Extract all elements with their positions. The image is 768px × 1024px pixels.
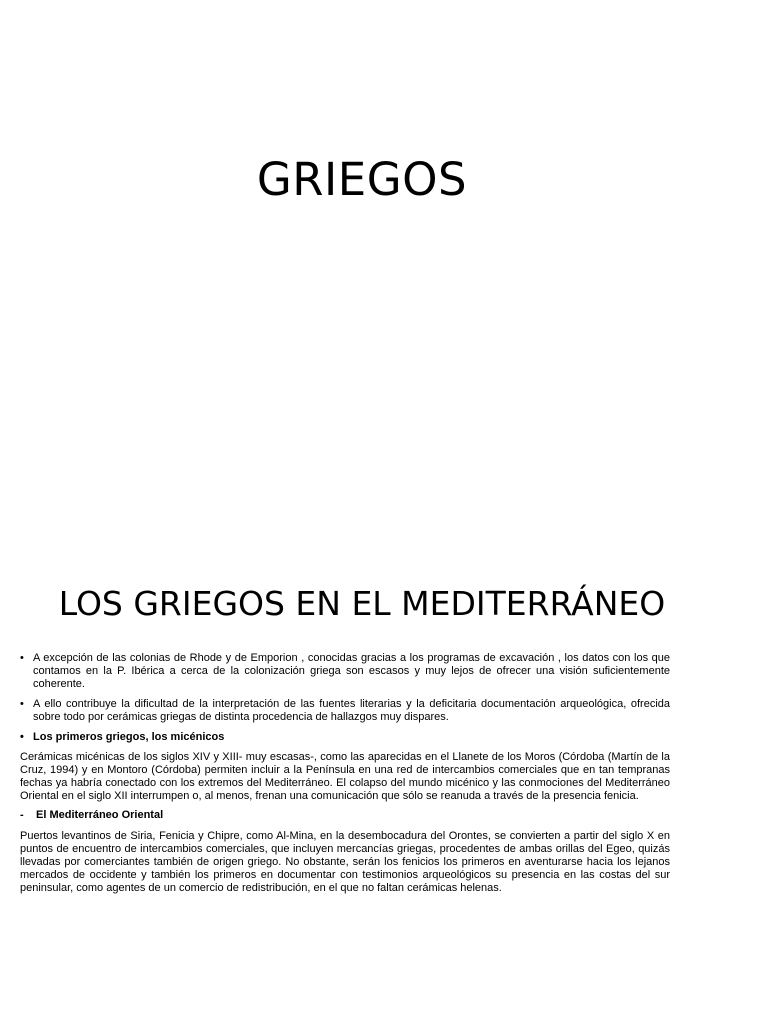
bullet-dot-icon: • xyxy=(20,652,24,664)
section-heading-oriental xyxy=(20,809,670,822)
bullet-text: A excepción de las colonias de Rhode y de Emporion , conocidas gracias a los programas de excavación , los datos con los que contamos en la P. Ibérica a cerca de la colonización griega son escasos y muy lejos de ofrecer una visión suficientemente coherente. xyxy=(33,652,670,690)
section-heading-text: Los primeros griegos, los micénicos xyxy=(33,731,225,743)
bullet-item xyxy=(20,652,670,691)
bullet-item xyxy=(20,698,670,724)
section-paragraph-micenicos: Cerámicas micénicas de los siglos XIV y XIII- muy escasas-, como las aparecidas en el Llanete de los Moros (Córdoba (Martín de la Cruz, 1994) y en Montoro (Córdoba) permiten incluir a la Península en una red de intercambios comerciales que en tan tempranas fechas ya habría conectado con los extremos del Mediterráneo. El colapso del mundo micénico y las conmociones del Mediterráneo Oriental en el siglo XII interrumpen o, al menos, frenan una comunicación que sólo se reanuda a través de la presencia fenicia. xyxy=(20,751,670,802)
bullet-dot-icon: • xyxy=(20,731,24,743)
section-heading-micenicos xyxy=(20,731,670,744)
dash-marker-icon: - xyxy=(20,809,24,821)
bullet-dot-icon: • xyxy=(20,698,24,710)
bullet-text: A ello contribuye la dificultad de la interpretación de las fuentes literarias y la deficitaria documentación arqueológica, ofrecida sobre todo por cerámicas griegas de distinta procedencia de hallazgos muy dispares. xyxy=(33,698,670,723)
section-heading-text: El Mediterráneo Oriental xyxy=(36,809,164,821)
slide-title-griegos: GRIEGOS xyxy=(256,153,468,206)
slide-title-mediterraneo: LOS GRIEGOS EN EL MEDITERRÁNEO xyxy=(58,584,666,623)
section-paragraph-oriental: Puertos levantinos de Siria, Fenicia y Chipre, como Al-Mina, en la desembocadura del Orontes, se convierten a partir del siglo X en puntos de encuentro de intercambios comerciales, que incluyen mercancías griegas, procedentes de ambas orillas del Egeo, quizás llevadas por comerciantes también de origen griego. No obstante, serán los fenicios los primeros en aventurarse hacia los lejanos mercados de occidente y también los primeros en documentar con testimonios arqueológicos su presencia en las costas del sur peninsular, como agentes de un comercio de redistribución, en el que no faltan cerámicas helenas. xyxy=(20,830,670,894)
slide-content xyxy=(20,652,670,901)
